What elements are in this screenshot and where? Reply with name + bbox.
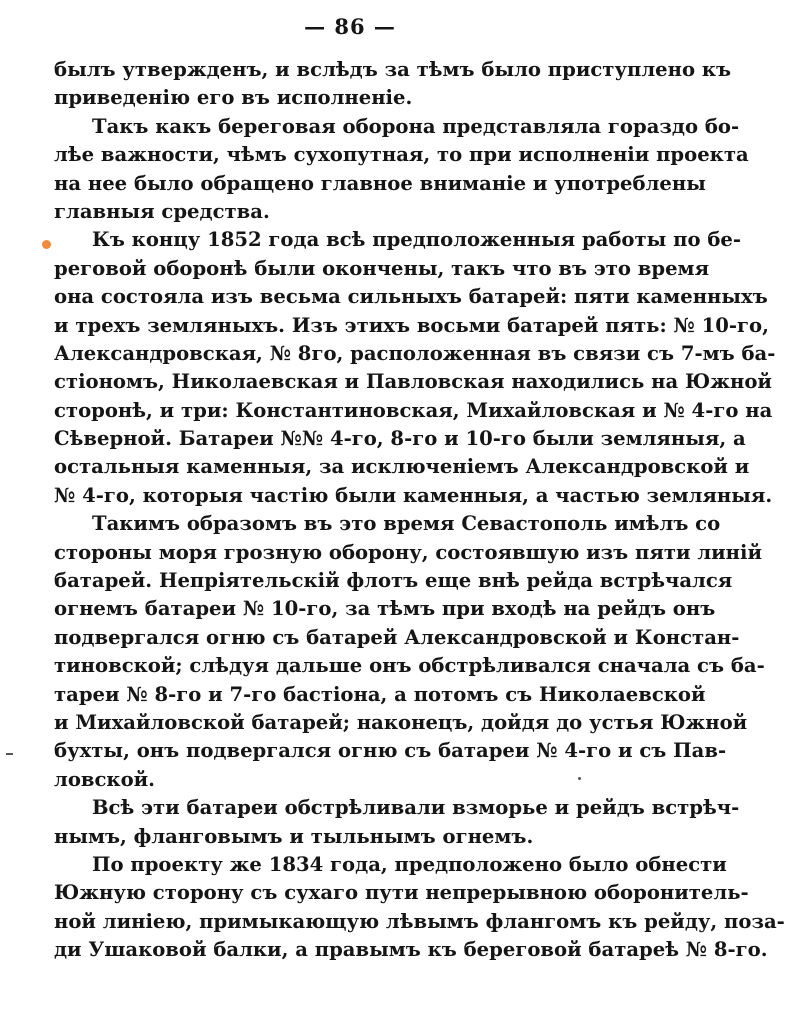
text-line: подвергался огню съ батарей Александровской и Констан- (54, 625, 740, 649)
text-line: ной линіею, примыкающую лѣвымъ флангомъ къ рейду, поза- (54, 909, 785, 933)
text-line: Къ концу 1852 года всѣ предположенныя работы по бе- (92, 228, 741, 252)
text-line: ловской. (54, 767, 156, 791)
paragraph (54, 851, 785, 965)
text-line: Такъ какъ береговая оборона представляла гораздо бо- (92, 114, 740, 138)
text-line: стіономъ, Николаевская и Павловская находились на Южной (54, 370, 772, 394)
text-line: батарей. Непріятельскій флотъ еще внѣ рейда встрѣчался (54, 569, 733, 593)
text-line: стороны моря грозную оборону, состоявшую изъ пяти линій (54, 540, 762, 564)
text-line: остальныя каменныя, за исключеніемъ Александровской и (54, 455, 750, 479)
text-line: она состояла изъ весьма сильныхъ батарей: пяти каменныхъ (54, 285, 768, 309)
text-line: Такимъ образомъ въ это время Севастополь имѣлъ со (92, 512, 721, 536)
text-line: По проекту же 1834 года, предположено было обнести (92, 852, 727, 876)
paragraph (54, 56, 732, 113)
text-line: и Михайловской батарей; наконецъ, дойдя до устья Южной (54, 710, 748, 734)
body-text (54, 56, 785, 965)
text-line: Сѣверной. Батареи №№ 4-го, 8-го и 10-го были земляныя, а (54, 427, 746, 451)
text-line: бухты, онъ подвергался огню съ батареи № 4-го и съ Пав- (54, 739, 727, 763)
paragraph (54, 794, 740, 851)
text-line: огнемъ батареи № 10-го, за тѣмъ при входѣ на рейдъ онъ (54, 597, 716, 621)
paragraph (54, 226, 776, 510)
text-line: на нее было обращено главное вниманіе и употреблены (54, 171, 706, 195)
paragraph (54, 510, 765, 794)
text-line: Всѣ эти батареи обстрѣливали взморье и рейдъ встрѣч- (92, 796, 740, 820)
text-line: реговой оборонѣ были окончены, такъ что въ это время (54, 256, 710, 280)
margin-mark-dash (6, 753, 13, 755)
text-line: нымъ, фланговымъ и тыльнымъ огнемъ. (54, 824, 534, 848)
text-line: главныя средства. (54, 199, 270, 223)
text-line: лѣе важности, чѣмъ сухопутная, то при исполненіи проекта (54, 143, 749, 167)
text-line: Александровская, № 8го, расположенная въ связи съ 7-мъ ба- (54, 341, 776, 365)
text-line: № 4-го, которыя частію были каменныя, а частью земляныя. (54, 483, 773, 507)
text-line: и трехъ земляныхъ. Изъ этихъ восьми батарей пять: № 10-го, (54, 313, 769, 337)
text-line: приведенію его въ исполненіе. (54, 86, 413, 110)
page-number: — 86 — (304, 14, 396, 39)
margin-marker-dot (42, 240, 51, 249)
text-line: ди Ушаковой балки, а правымъ къ береговой батареѣ № 8-го. (54, 938, 768, 962)
text-line: Южную сторону съ сухаго пути непрерывною оборонитель- (54, 881, 749, 905)
text-line: тиновской; слѣдуя дальше онъ обстрѣливался сначала съ ба- (54, 654, 765, 678)
paragraph (54, 113, 749, 227)
text-line: былъ утвержденъ, и вслѣдъ за тѣмъ было приступлено къ (54, 58, 732, 81)
text-line: сторонѣ, и три: Константиновская, Михайловская и № 4-го на (54, 398, 773, 422)
text-line: тареи № 8-го и 7-го бастіона, а потомъ съ Николаевской (54, 682, 706, 706)
